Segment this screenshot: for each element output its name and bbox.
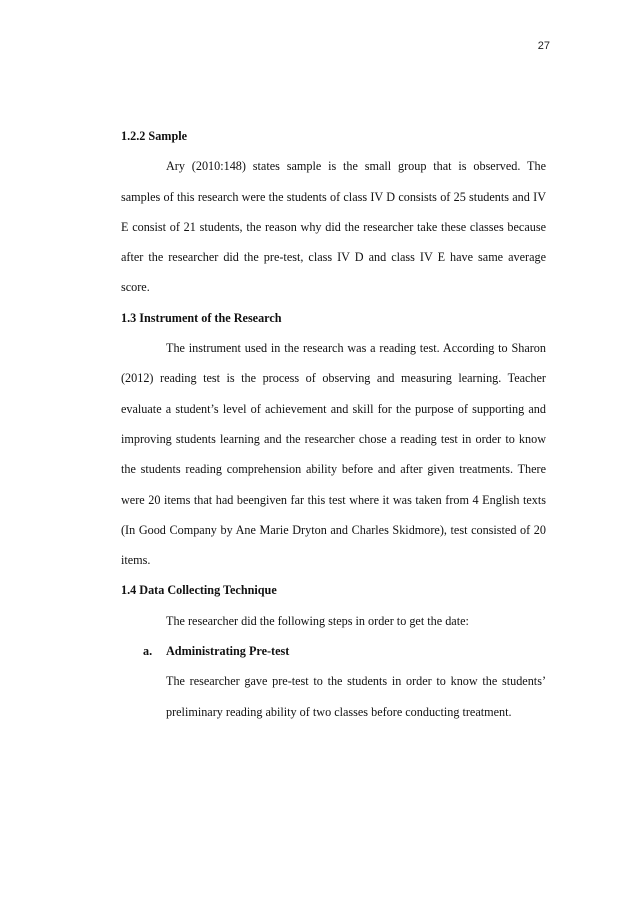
section-heading-instrument: 1.3 Instrument of the Research [121,310,282,325]
list-item-text: The researcher gave pre-test to the students in order to know the students’ preliminary reading ability of two classes before conducting treatment. [166,674,546,719]
section-heading-data-collecting: 1.4 Data Collecting Technique [121,583,277,598]
data-collecting-intro: The researcher did the following steps in order to get the date: [166,613,469,628]
list-item-pretest [121,636,546,666]
list-item-title: Administrating Pre-test [166,644,290,659]
sample-paragraph: Ary (2010:148) states sample is the small group that is observed. The samples of this research were the students of class IV D consists of 25 students and IV E consist of 21 students, the reason why did the researcher take these classes because after the researcher did the pre-test, class IV D and class IV E have same average score. [121,159,546,295]
instrument-paragraph: The instrument used in the research was a reading test. According to Sharon (2012) reading test is the process of observing and measuring learning. Teacher evaluate a student’s level of achievement and skill for the purpose of supporting and improving students learning and the researcher chose a reading test in order to know the students reading comprehension ability before and after given treatments. There were 20 items that had beengiven far this test where it was taken from 4 English texts (In Good Company by Ane Marie Dryton and Charles Skidmore), test consisted of 20 items. [121,341,546,568]
section-heading-sample: 1.2.2 Sample [121,129,188,143]
page-content [121,121,546,727]
page-number: 27 [537,40,550,52]
list-marker: a. [143,644,153,659]
